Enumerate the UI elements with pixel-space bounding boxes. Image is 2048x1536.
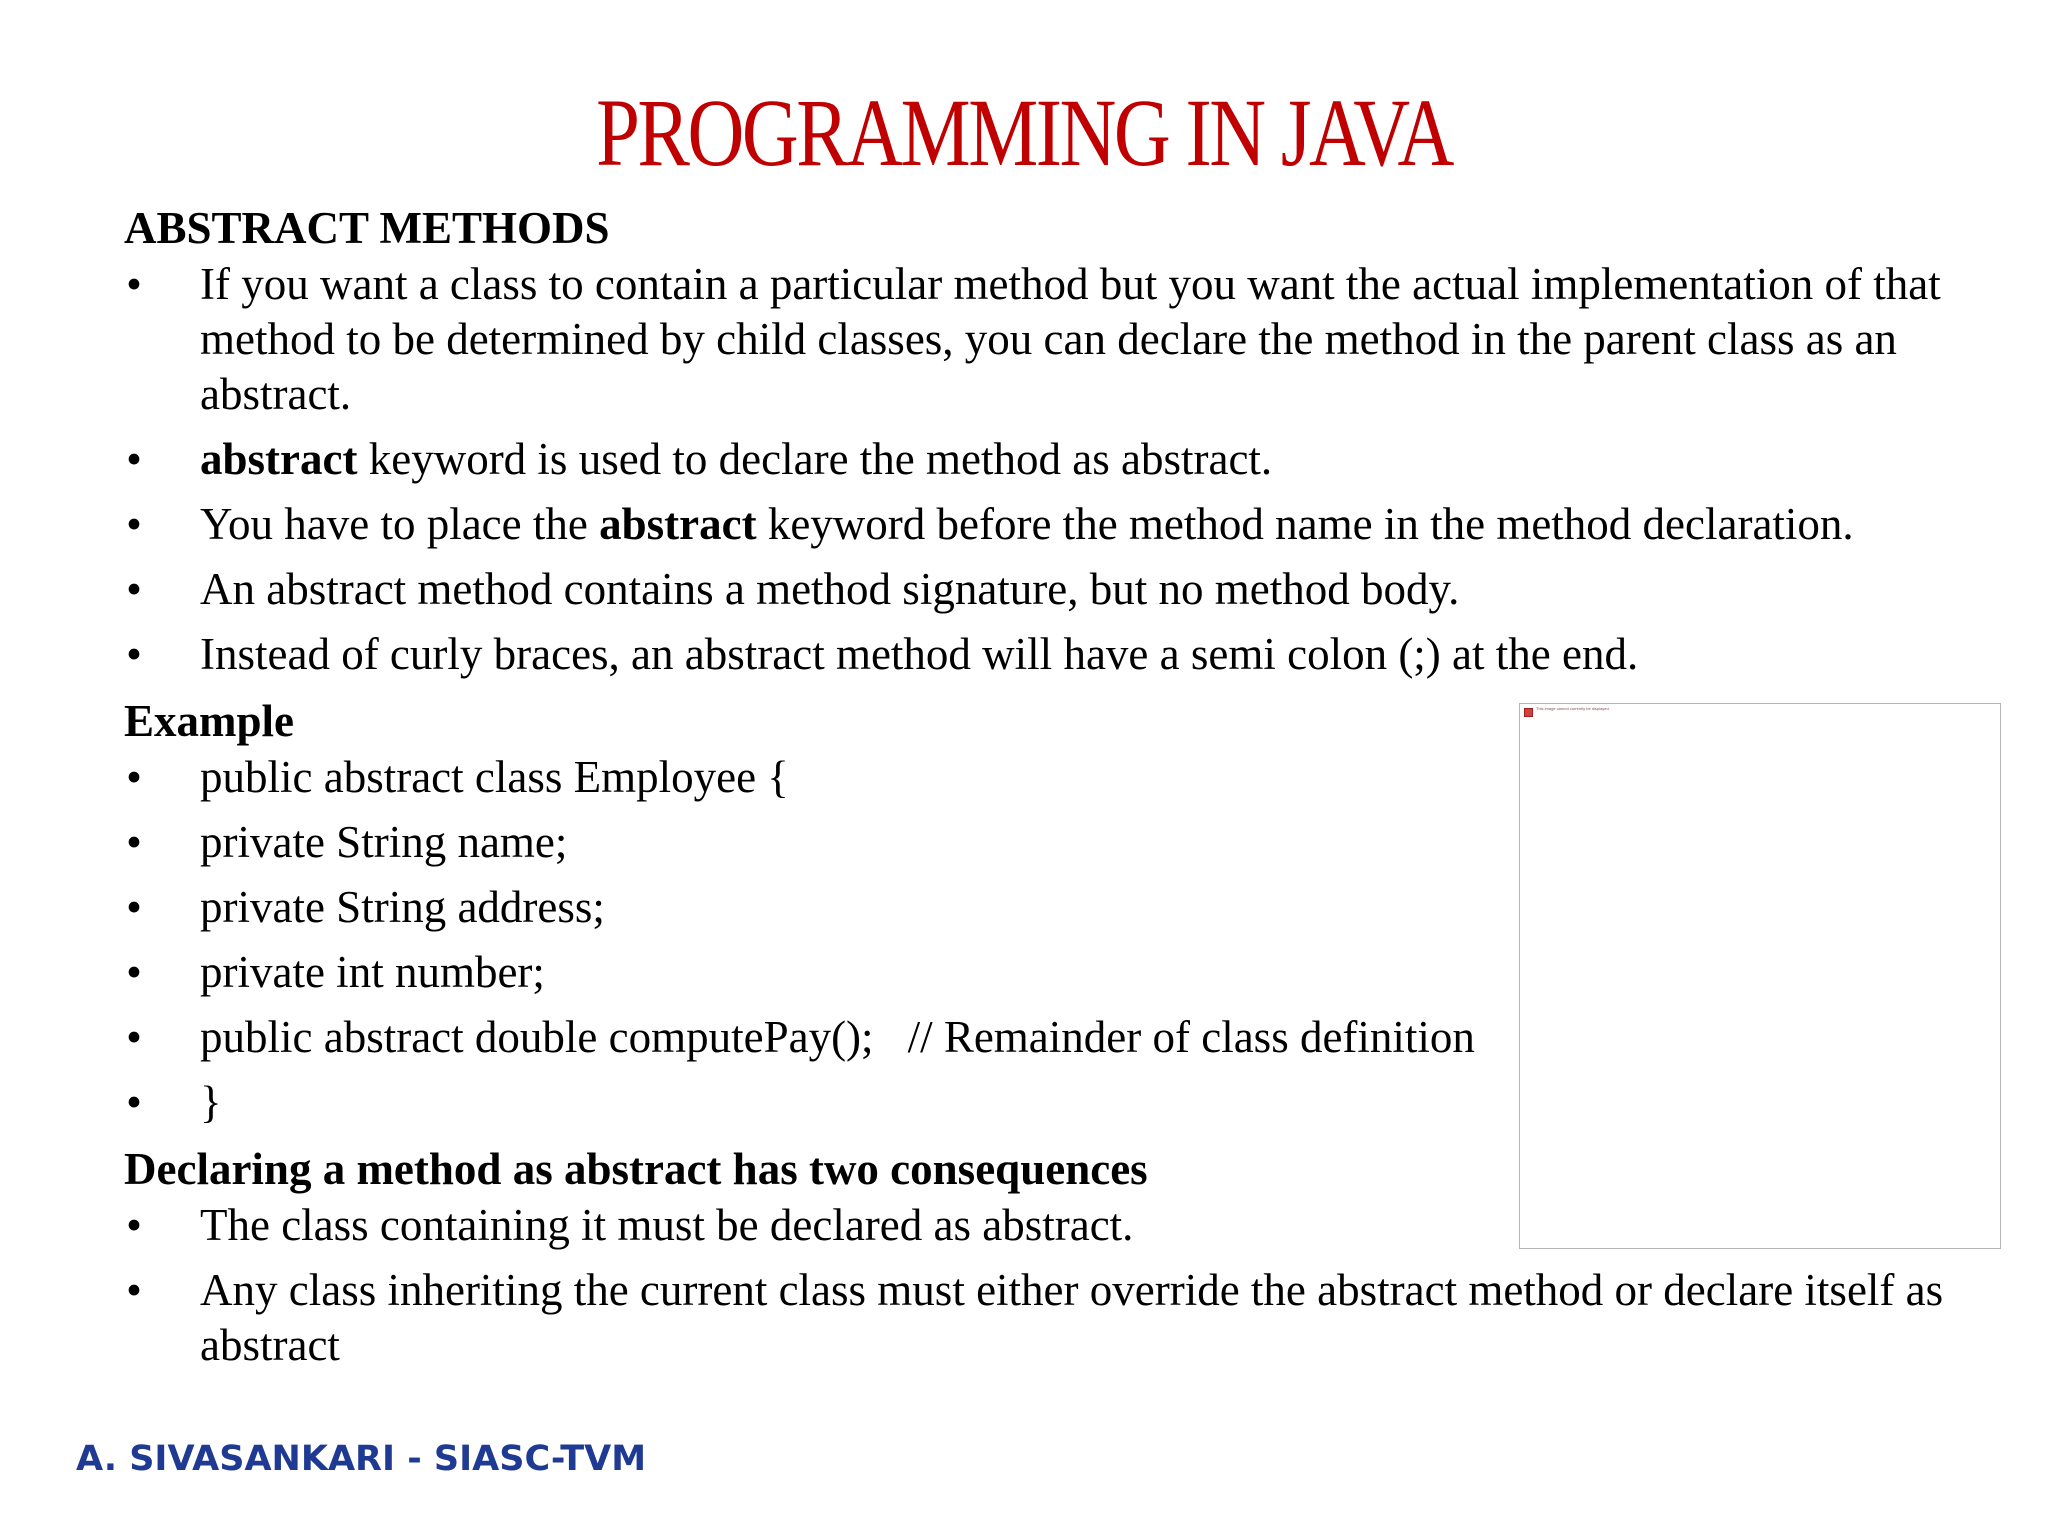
broken-image-message: This image cannot currently be displayed. xyxy=(1536,706,1610,711)
bullet-dot: • xyxy=(126,1265,142,1315)
keyword-abstract: abstract xyxy=(599,499,757,549)
section-heading-consequences: Declaring a method as abstract has two consequences xyxy=(124,1144,1148,1194)
bullet-text: Instead of curly braces, an abstract method will have a semi colon (;) at the end. xyxy=(200,629,1639,679)
code-line-text: private String address; xyxy=(200,882,605,932)
bullet-dot: • xyxy=(126,564,142,614)
bullet-text: If you want a class to contain a particular method but you want the actual implementation of that method to be determined by child classes, you can declare the method in the parent class as an abstract. xyxy=(200,259,1941,419)
code-line-text: public abstract class Employee { xyxy=(200,752,789,802)
bullet-item xyxy=(124,497,1964,552)
keyword-abstract: abstract xyxy=(200,434,358,484)
bullet-text xyxy=(200,432,2030,487)
bullet-dot: • xyxy=(126,947,142,997)
bullet-text-rest: keyword is used to declare the method as abstract. xyxy=(357,434,1273,484)
code-line-text: private String name; xyxy=(200,817,568,867)
bullet-dot: • xyxy=(126,1077,142,1127)
bullet-dot: • xyxy=(126,817,142,867)
bullet-text: The class containing it must be declared as abstract. xyxy=(200,1200,1134,1250)
slide-footer: A. SIVASANKARI - SIASC-TVM xyxy=(76,1439,647,1479)
code-line-comment: // Remainder of class definition xyxy=(907,1012,1475,1062)
bullet-item xyxy=(124,432,1964,487)
bullet-dot: • xyxy=(126,1012,142,1062)
code-line-code: public abstract double computePay(); xyxy=(200,1012,874,1062)
bullet-text xyxy=(200,497,2030,552)
bullet-dot: • xyxy=(126,499,142,549)
bullet-item xyxy=(124,627,1964,682)
bullet-text: An abstract method contains a method signature, but no method body. xyxy=(200,564,1460,614)
code-line-text: } xyxy=(200,1077,222,1127)
section-heading-abstract-methods: ABSTRACT METHODS xyxy=(124,203,610,253)
bullet-dot: • xyxy=(126,259,142,309)
bullet-item xyxy=(124,1263,1964,1373)
abstract-methods-bullet-list xyxy=(124,257,1964,682)
bullet-text-pre: You have to place the xyxy=(200,499,600,549)
bullet-dot: • xyxy=(126,752,142,802)
bullet-dot: • xyxy=(126,434,142,484)
bullet-item xyxy=(124,562,1964,617)
broken-image-icon xyxy=(1524,708,1533,717)
broken-image-placeholder xyxy=(1519,703,2001,1249)
bullet-dot: • xyxy=(126,629,142,679)
bullet-dot: • xyxy=(126,1200,142,1250)
bullet-text-post: keyword before the method name in the method declaration. xyxy=(756,499,1854,549)
bullet-dot: • xyxy=(126,882,142,932)
section-heading-example: Example xyxy=(124,696,295,746)
slide-title: PROGRAMMING IN JAVA xyxy=(596,79,1452,186)
bullet-text: Any class inheriting the current class must either override the abstract method or declare itself as abstract xyxy=(200,1265,1944,1370)
code-line-text xyxy=(200,1010,1640,1065)
bullet-item xyxy=(124,257,1964,422)
code-line-text: private int number; xyxy=(200,947,545,997)
